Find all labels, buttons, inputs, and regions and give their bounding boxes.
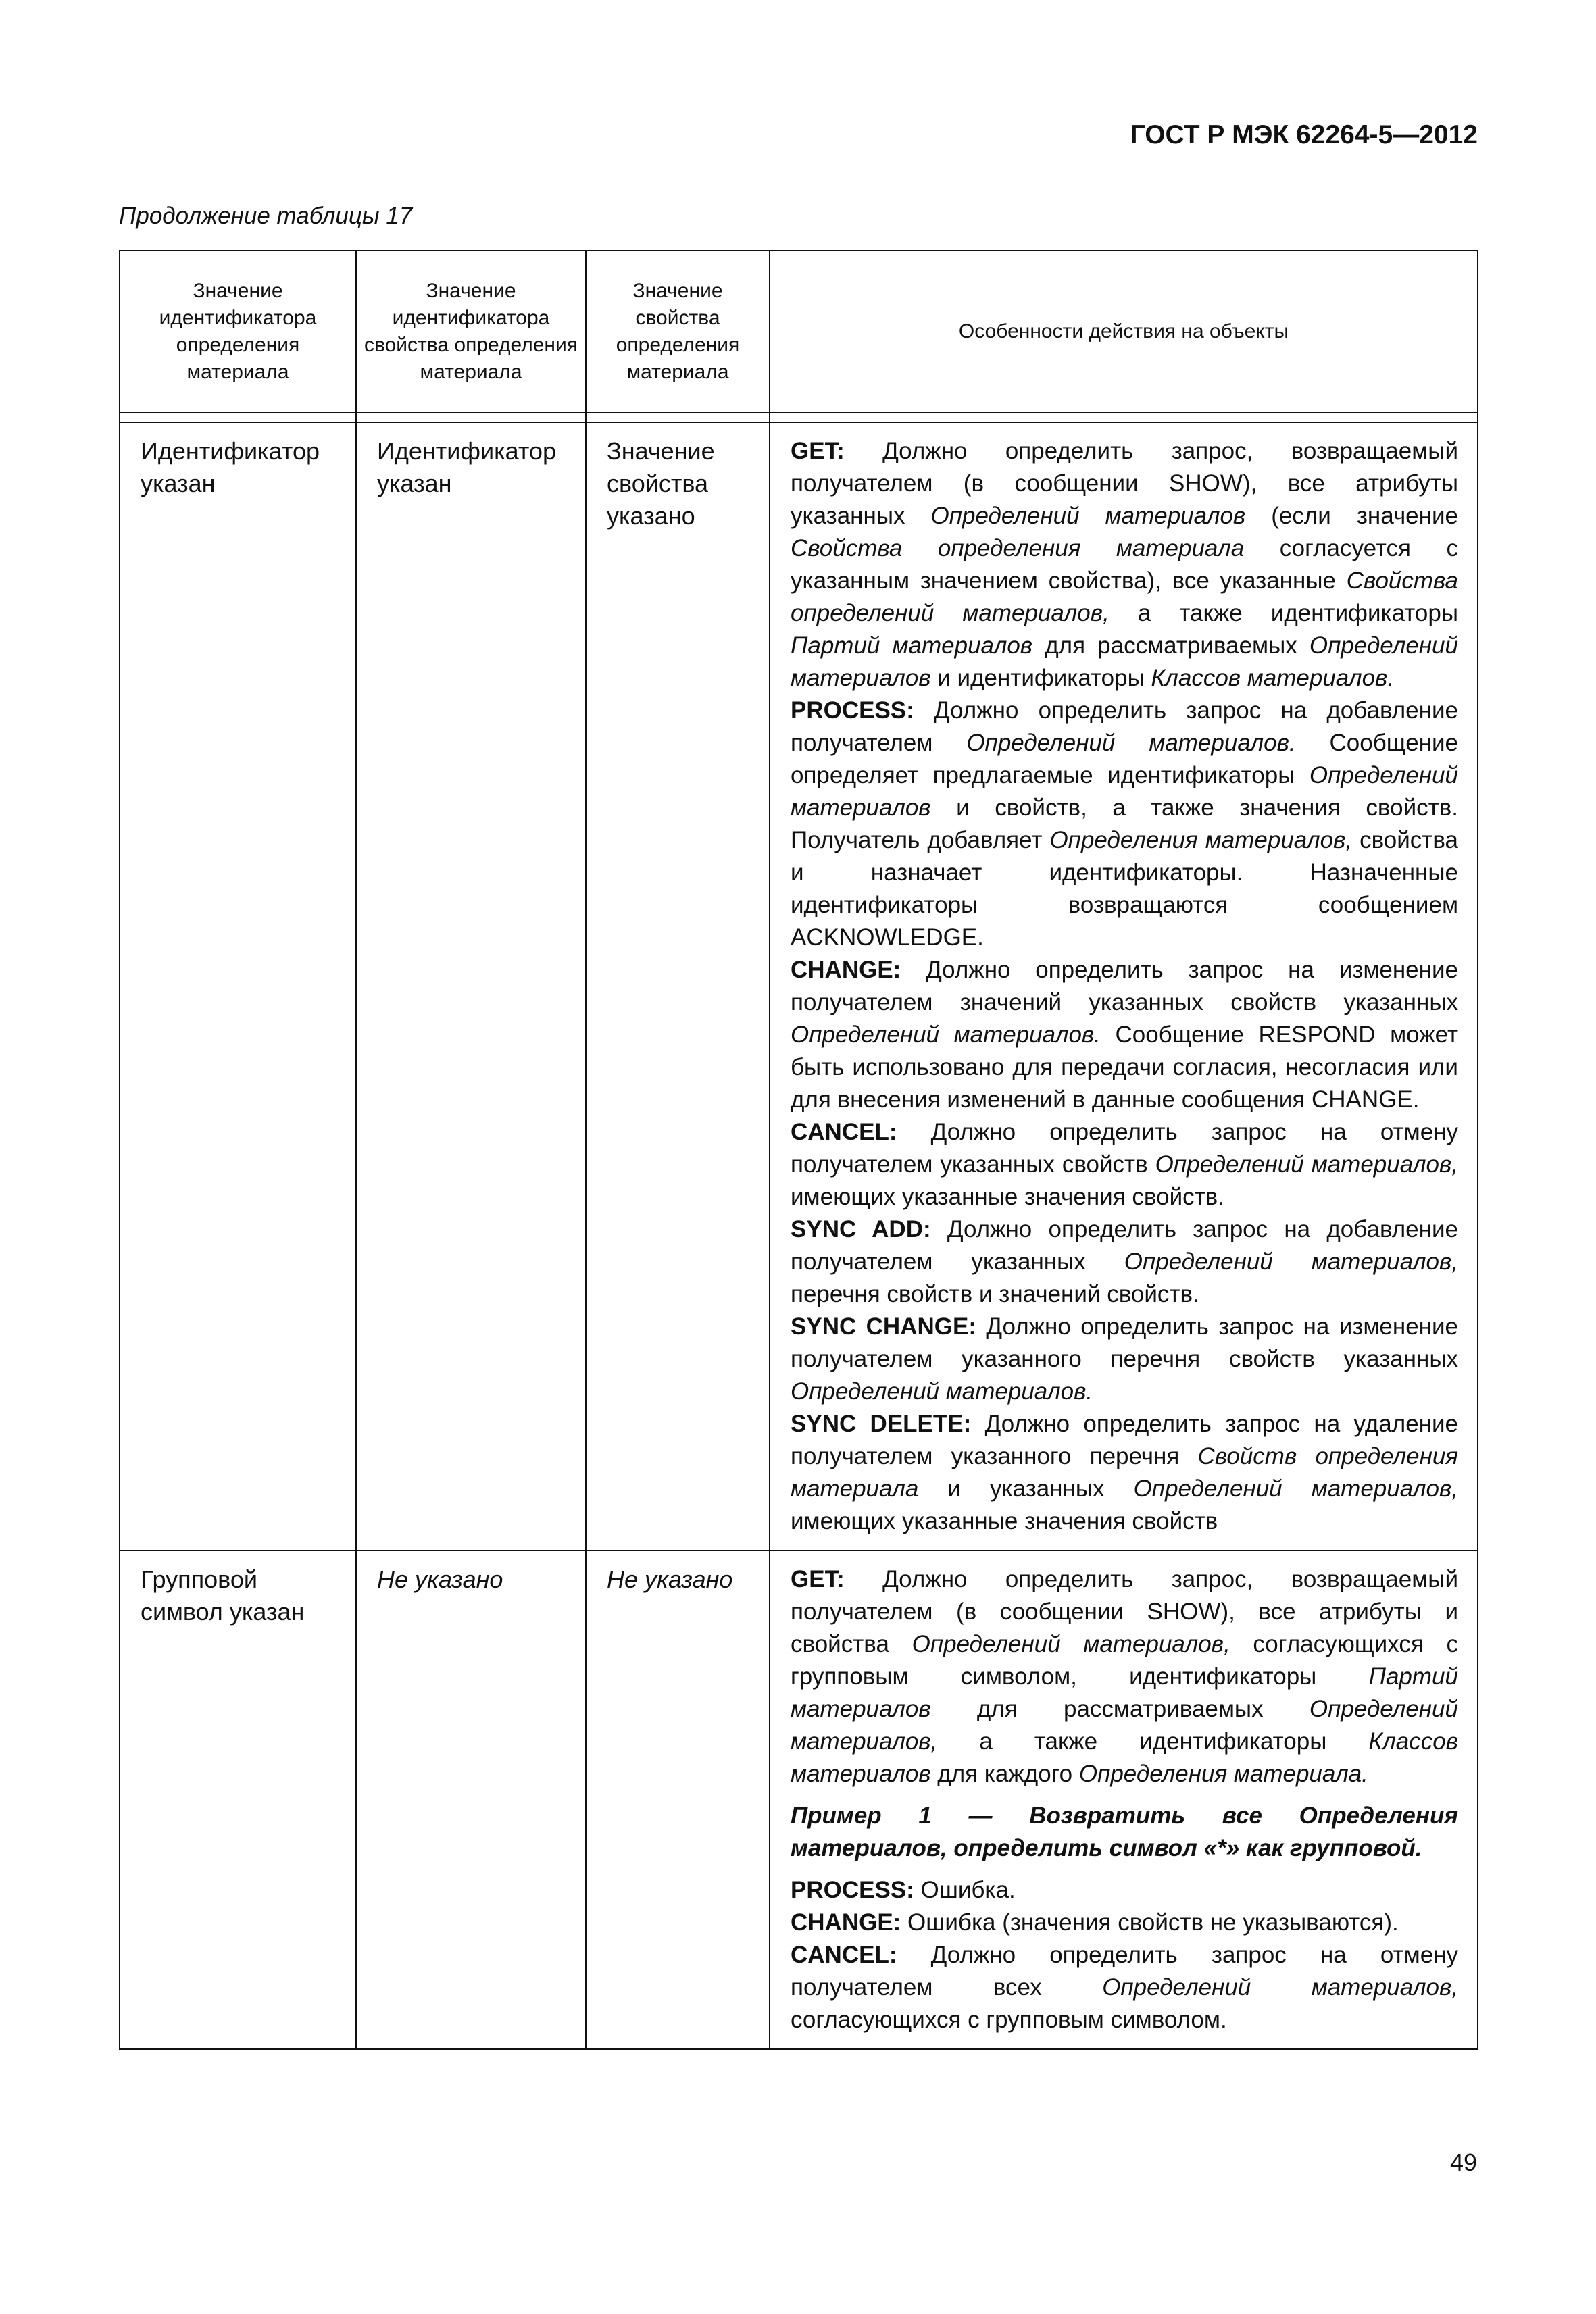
material-definition-id-cell: Групповой символ указан (120, 1551, 356, 2049)
object-term: Партий материалов (791, 1663, 1458, 1722)
action-description-cell (770, 422, 1478, 1551)
action-paragraph (791, 1213, 1458, 1311)
object-term: Свойств определения материала (791, 1443, 1458, 1502)
paragraph-text: Ошибка. (914, 1877, 1016, 1903)
operation-keyword: CANCEL: (791, 1119, 897, 1145)
column-header: Значение свойства определения материала (586, 251, 770, 413)
material-definition-table (119, 250, 1478, 2050)
paragraph-text: согласуется с указанным значением свойства), все указанные (791, 535, 1458, 594)
action-paragraph (791, 1408, 1458, 1538)
table-continuation-caption: Продолжение таблицы 17 (119, 203, 413, 229)
paragraph-text: Должно определить запрос на добавление получателем (791, 697, 1458, 756)
column-header: Значение идентификатора определения материала (120, 251, 356, 413)
object-term: Классов материалов. (1151, 665, 1395, 691)
header-separator (120, 413, 1478, 422)
operation-keyword: CHANGE: (791, 957, 901, 983)
property-id-cell: Не указано (356, 1551, 586, 2049)
paragraph-text: Должно определить запрос на изменение получателем значений указанных свойств указанных (791, 957, 1458, 1015)
paragraph-text: перечня свойств и значений свойств. (791, 1281, 1199, 1307)
example-note: Пример 1 — Возвратить все Определения материалов, определить символ «*» как групповой. (791, 1803, 1458, 1861)
operation-keyword: SYNC DELETE: (791, 1411, 972, 1437)
action-paragraph (791, 1311, 1458, 1408)
paragraph-text: а также идентификаторы (937, 1728, 1369, 1755)
object-term: Определений материалов (930, 503, 1246, 529)
paragraph-text: Сообщение RESPOND может быть использовано для передачи согласия, несогласия или для внесения изменений в данные сообщения CHANGE. (791, 1022, 1458, 1113)
column-header: Значение идентификатора свойства определения материала (356, 251, 586, 413)
table-header-row (120, 251, 1478, 413)
operation-keyword: PROCESS: (791, 697, 914, 724)
object-term: Определений материалов. (966, 730, 1296, 756)
object-term: Определений материалов, (1124, 1249, 1458, 1275)
paragraph-text: и идентификаторы (930, 665, 1151, 691)
object-term: Определений материалов, (1102, 1974, 1458, 2001)
object-term: Определения материалов, (1049, 827, 1353, 853)
page-number: 49 (1449, 2148, 1477, 2176)
paragraph-text: Должно определить запрос, возвращаемый получателем (в сообщении SHOW), все атрибуты и свойства (791, 1566, 1458, 1657)
paragraph-text: Должно определить запрос на добавление получателем указанных (791, 1216, 1458, 1275)
object-term: Определений материалов (791, 762, 1458, 821)
paragraph-text: и указанных (918, 1476, 1134, 1502)
paragraph-text: Ошибка (значения свойств не указываются). (901, 1909, 1399, 1936)
paragraph-text: Должно определить запрос, возвращаемый получателем (в сообщении SHOW), все атрибуты указанных (791, 438, 1458, 529)
object-term: Определений материалов, (1155, 1151, 1458, 1178)
standard-code: ГОСТ Р МЭК 62264-5—2012 (1130, 120, 1478, 149)
property-value-cell: Значение свойства указано (586, 422, 770, 1551)
operation-keyword: CANCEL: (791, 1942, 897, 1968)
paragraph-text: для каждого (930, 1761, 1079, 1787)
action-paragraph (791, 1907, 1458, 1939)
action-paragraph (791, 954, 1458, 1116)
paragraph-text: и свойств, а также значения свойств. Получатель добавляет (791, 795, 1458, 853)
paragraph-text: для рассматриваемых (1032, 632, 1310, 659)
object-term: Определений материалов, (912, 1631, 1230, 1657)
paragraph-text: имеющих указанные значения свойств. (791, 1184, 1224, 1210)
table-row (120, 422, 1478, 1551)
paragraph-text: Должно определить запрос на отмену получателем всех (791, 1942, 1458, 2001)
property-id-cell: Идентификатор указан (356, 422, 586, 1551)
object-term: Партий материалов (791, 632, 1033, 659)
operation-keyword: GET: (791, 1566, 845, 1592)
paragraph-text: Должно определить запрос на изменение получателем указанного перечня свойств указанных (791, 1313, 1459, 1372)
object-term: Определений материалов (791, 632, 1458, 691)
object-term: Определений материалов, (1133, 1476, 1459, 1502)
operation-keyword: PROCESS: (791, 1877, 914, 1903)
object-term: Определений материалов. (791, 1022, 1101, 1048)
operation-keyword: SYNC ADD: (791, 1216, 931, 1242)
paragraph-text: имеющих указанные значения свойств (791, 1508, 1218, 1534)
paragraph-text: согласующихся с групповым символом, идентификаторы (791, 1631, 1458, 1690)
paragraph-text: Должно определить запрос на отмену получателем указанных свойств (791, 1119, 1458, 1178)
table-row (120, 1551, 1478, 2049)
operation-keyword: SYNC CHANGE: (791, 1313, 976, 1340)
action-paragraph (791, 1116, 1458, 1213)
paragraph-text: согласующихся с групповым символом. (791, 2007, 1227, 2033)
object-term: Определения материала. (1078, 1761, 1368, 1787)
paragraph-text: (если значение (1245, 503, 1458, 529)
material-definition-id-cell: Идентификатор указан (120, 422, 356, 1551)
paragraph-text: Сообщение определяет предлагаемые идентификаторы (791, 730, 1458, 788)
operation-keyword: CHANGE: (791, 1909, 901, 1936)
paragraph-text: а также идентификаторы (1109, 600, 1458, 626)
action-description-cell (770, 1551, 1478, 2049)
operation-keyword: GET: (791, 438, 845, 464)
object-term: Свойства определения материала (791, 535, 1245, 561)
paragraph-text: для рассматриваемых (930, 1696, 1310, 1722)
object-term: Определений материалов. (791, 1378, 1093, 1405)
action-paragraph (791, 1939, 1458, 2036)
property-value-cell: Не указано (586, 1551, 770, 2049)
action-paragraph (791, 1563, 1458, 1790)
action-paragraph (791, 435, 1458, 695)
paragraph-text: свойства и назначает идентификаторы. Назначенные идентификаторы возвращаются сообщением ACKNOWLEDGE. (791, 827, 1458, 951)
action-paragraph (791, 695, 1458, 954)
object-term: Свойства определений материалов, (791, 568, 1458, 626)
paragraph-text: Должно определить запрос на удаление получателем указанного перечня (791, 1411, 1458, 1469)
action-paragraph (791, 1874, 1458, 1907)
object-term: Определений материалов, (791, 1696, 1458, 1755)
object-term: Классов материалов (791, 1728, 1458, 1787)
column-header: Особенности действия на объекты (770, 251, 1478, 413)
